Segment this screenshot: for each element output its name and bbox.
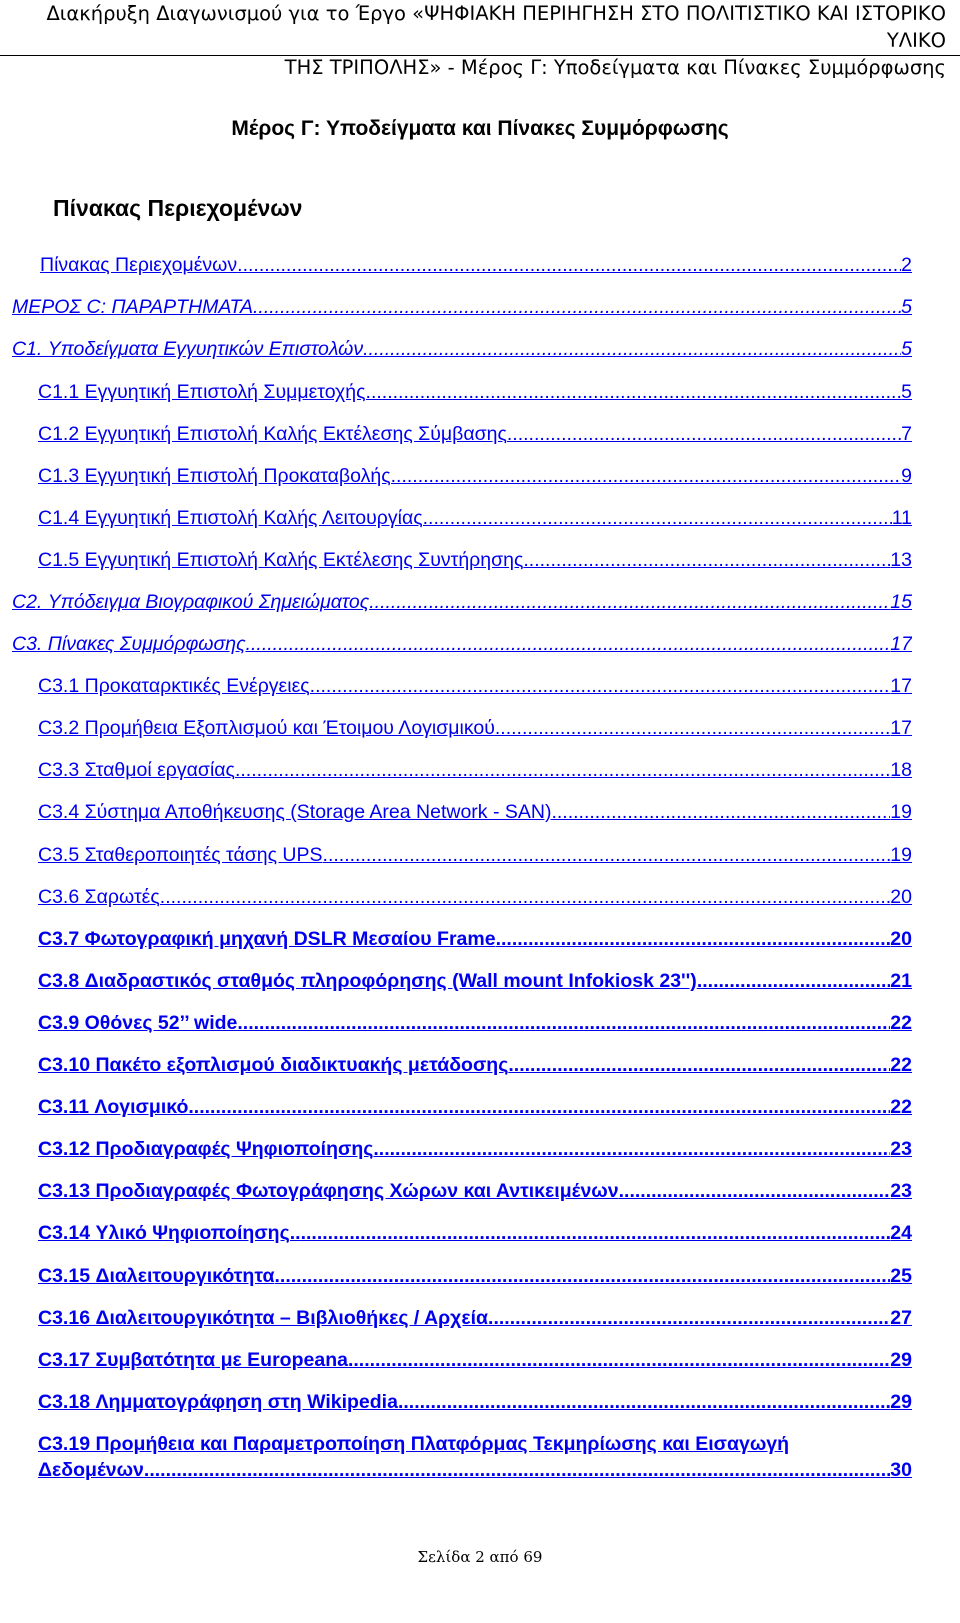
toc-entry-c1-1[interactable]: C1.1 Εγγυητική Επιστολή Συμμετοχής ..... 5 xyxy=(38,379,912,405)
toc-entry-c3-5[interactable]: C3.5 Σταθεροποιητές τάσης UPS ..... 19 xyxy=(38,842,912,868)
toc-entry-c3-9[interactable]: C3.9 Οθόνες 52’’ wide ..... 22 xyxy=(38,1010,912,1036)
document-title: Μέρος Γ: Υποδείγματα και Πίνακες Συμμόρφωσης xyxy=(231,117,729,140)
toc-entry-c3-14[interactable]: C3.14 Υλικό Ψηφιοποίησης ..... 24 xyxy=(38,1220,912,1246)
toc-entry-c3-7[interactable]: C3.7 Φωτογραφική μηχανή DSLR Μεσαίου Frame ..... 20 xyxy=(38,926,912,952)
toc-entry-c3-18[interactable]: C3.18 Λημματογράφηση στη Wikipedia ..... 29 xyxy=(38,1389,912,1415)
toc-entry-c3-10[interactable]: C3.10 Πακέτο εξοπλισμού διαδικτυακής μετάδοσης ..... 22 xyxy=(38,1052,912,1078)
toc-entry-c3[interactable]: C3. Πίνακες Συμμόρφωσης ..... 17 xyxy=(12,631,912,657)
toc-entry-c3-6[interactable]: C3.6 Σαρωτές ..... 20 xyxy=(38,884,912,910)
toc-entry-c3-19[interactable] xyxy=(38,1431,912,1483)
toc-entry-c1[interactable]: C1. Υποδείγματα Εγγυητικών Επιστολών ..... 5 xyxy=(12,336,912,362)
toc-entry-c1-5[interactable]: C1.5 Εγγυητική Επιστολή Καλής Εκτέλεσης Συντήρησης ..... 13 xyxy=(38,547,912,573)
toc-entry-c3-13[interactable]: C3.13 Προδιαγραφές Φωτογράφησης Χώρων και Αντικειμένων ..... 23 xyxy=(38,1178,912,1204)
toc-entry-c3-4[interactable]: C3.4 Σύστημα Αποθήκευσης (Storage Area Network - SAN) ..... 19 xyxy=(38,799,912,825)
toc-entry-c3-11[interactable]: C3.11 Λογισμικό ..... 22 xyxy=(38,1094,912,1120)
header-line-2: ΤΗΣ ΤΡΙΠΟΛΗΣ» - Μέρος Γ: Υποδείγματα και Πίνακες Συμμόρφωσης xyxy=(284,56,946,79)
header-line-1: Διακήρυξη Διαγωνισμού για το Έργο «ΨΗΦΙΑΚΗ ΠΕΡΙΗΓΗΣΗ ΣΤΟ ΠΟΛΙΤΙΣΤΙΚΟ ΚΑΙ ΙΣΤΟΡΙΚΟ ΥΛΙΚΟ xyxy=(46,2,946,52)
page-footer: Σελίδα 2 από 69 xyxy=(417,1548,543,1566)
toc-entry-c1-3[interactable]: C1.3 Εγγυητική Επιστολή Προκαταβολής ..... 9 xyxy=(38,463,912,489)
toc-entry-toc[interactable]: Πίνακας Περιεχομένων ..... 2 xyxy=(40,252,912,278)
toc-entry-c3-1[interactable]: C3.1 Προκαταρκτικές Ενέργειες ..... 17 xyxy=(38,673,912,699)
toc-entry-c3-19-page: 30 xyxy=(890,1459,912,1481)
toc-entry-c3-19-line2: Δεδομένων xyxy=(38,1459,144,1481)
toc-entry-c3-8[interactable]: C3.8 Διαδραστικός σταθμός πληροφόρησης (Wall mount Infokiosk 23'') ..... 21 xyxy=(38,968,912,994)
toc-entry-part-c[interactable]: ΜΕΡΟΣ C: ΠΑΡΑΡΤΗΜΑΤΑ ..... 5 xyxy=(12,294,912,320)
toc-heading: Πίνακας Περιεχομένων xyxy=(53,195,303,221)
toc-entry-c3-15[interactable]: C3.15 Διαλειτουργικότητα ..... 25 xyxy=(38,1263,912,1289)
toc-entry-c3-3[interactable]: C3.3 Σταθμοί εργασίας ..... 18 xyxy=(38,757,912,783)
toc-entry-c1-2[interactable]: C1.2 Εγγυητική Επιστολή Καλής Εκτέλεσης Σύμβασης ..... 7 xyxy=(38,421,912,447)
toc-entry-c3-17[interactable]: C3.17 Συμβατότητα με Europeana ..... 29 xyxy=(38,1347,912,1373)
toc-entry-c1-4[interactable]: C1.4 Εγγυητική Επιστολή Καλής Λειτουργίας ..... 11 xyxy=(38,505,912,531)
toc-entry-c3-2[interactable]: C3.2 Προμήθεια Εξοπλισμού και Έτοιμου Λογισμικού ..... 17 xyxy=(38,715,912,741)
toc-entry-c3-19-line1: C3.19 Προμήθεια και Παραμετροποίηση Πλατφόρμας Τεκμηρίωσης και Εισαγωγή xyxy=(38,1433,790,1455)
toc-entry-c3-16[interactable]: C3.16 Διαλειτουργικότητα – Βιβλιοθήκες / Αρχεία ..... 27 xyxy=(38,1305,912,1331)
toc-entry-c2[interactable]: C2. Υπόδειγμα Βιογραφικού Σημειώματος ..... 15 xyxy=(12,589,912,615)
toc-entry-c3-12[interactable]: C3.12 Προδιαγραφές Ψηφιοποίησης ..... 23 xyxy=(38,1136,912,1162)
